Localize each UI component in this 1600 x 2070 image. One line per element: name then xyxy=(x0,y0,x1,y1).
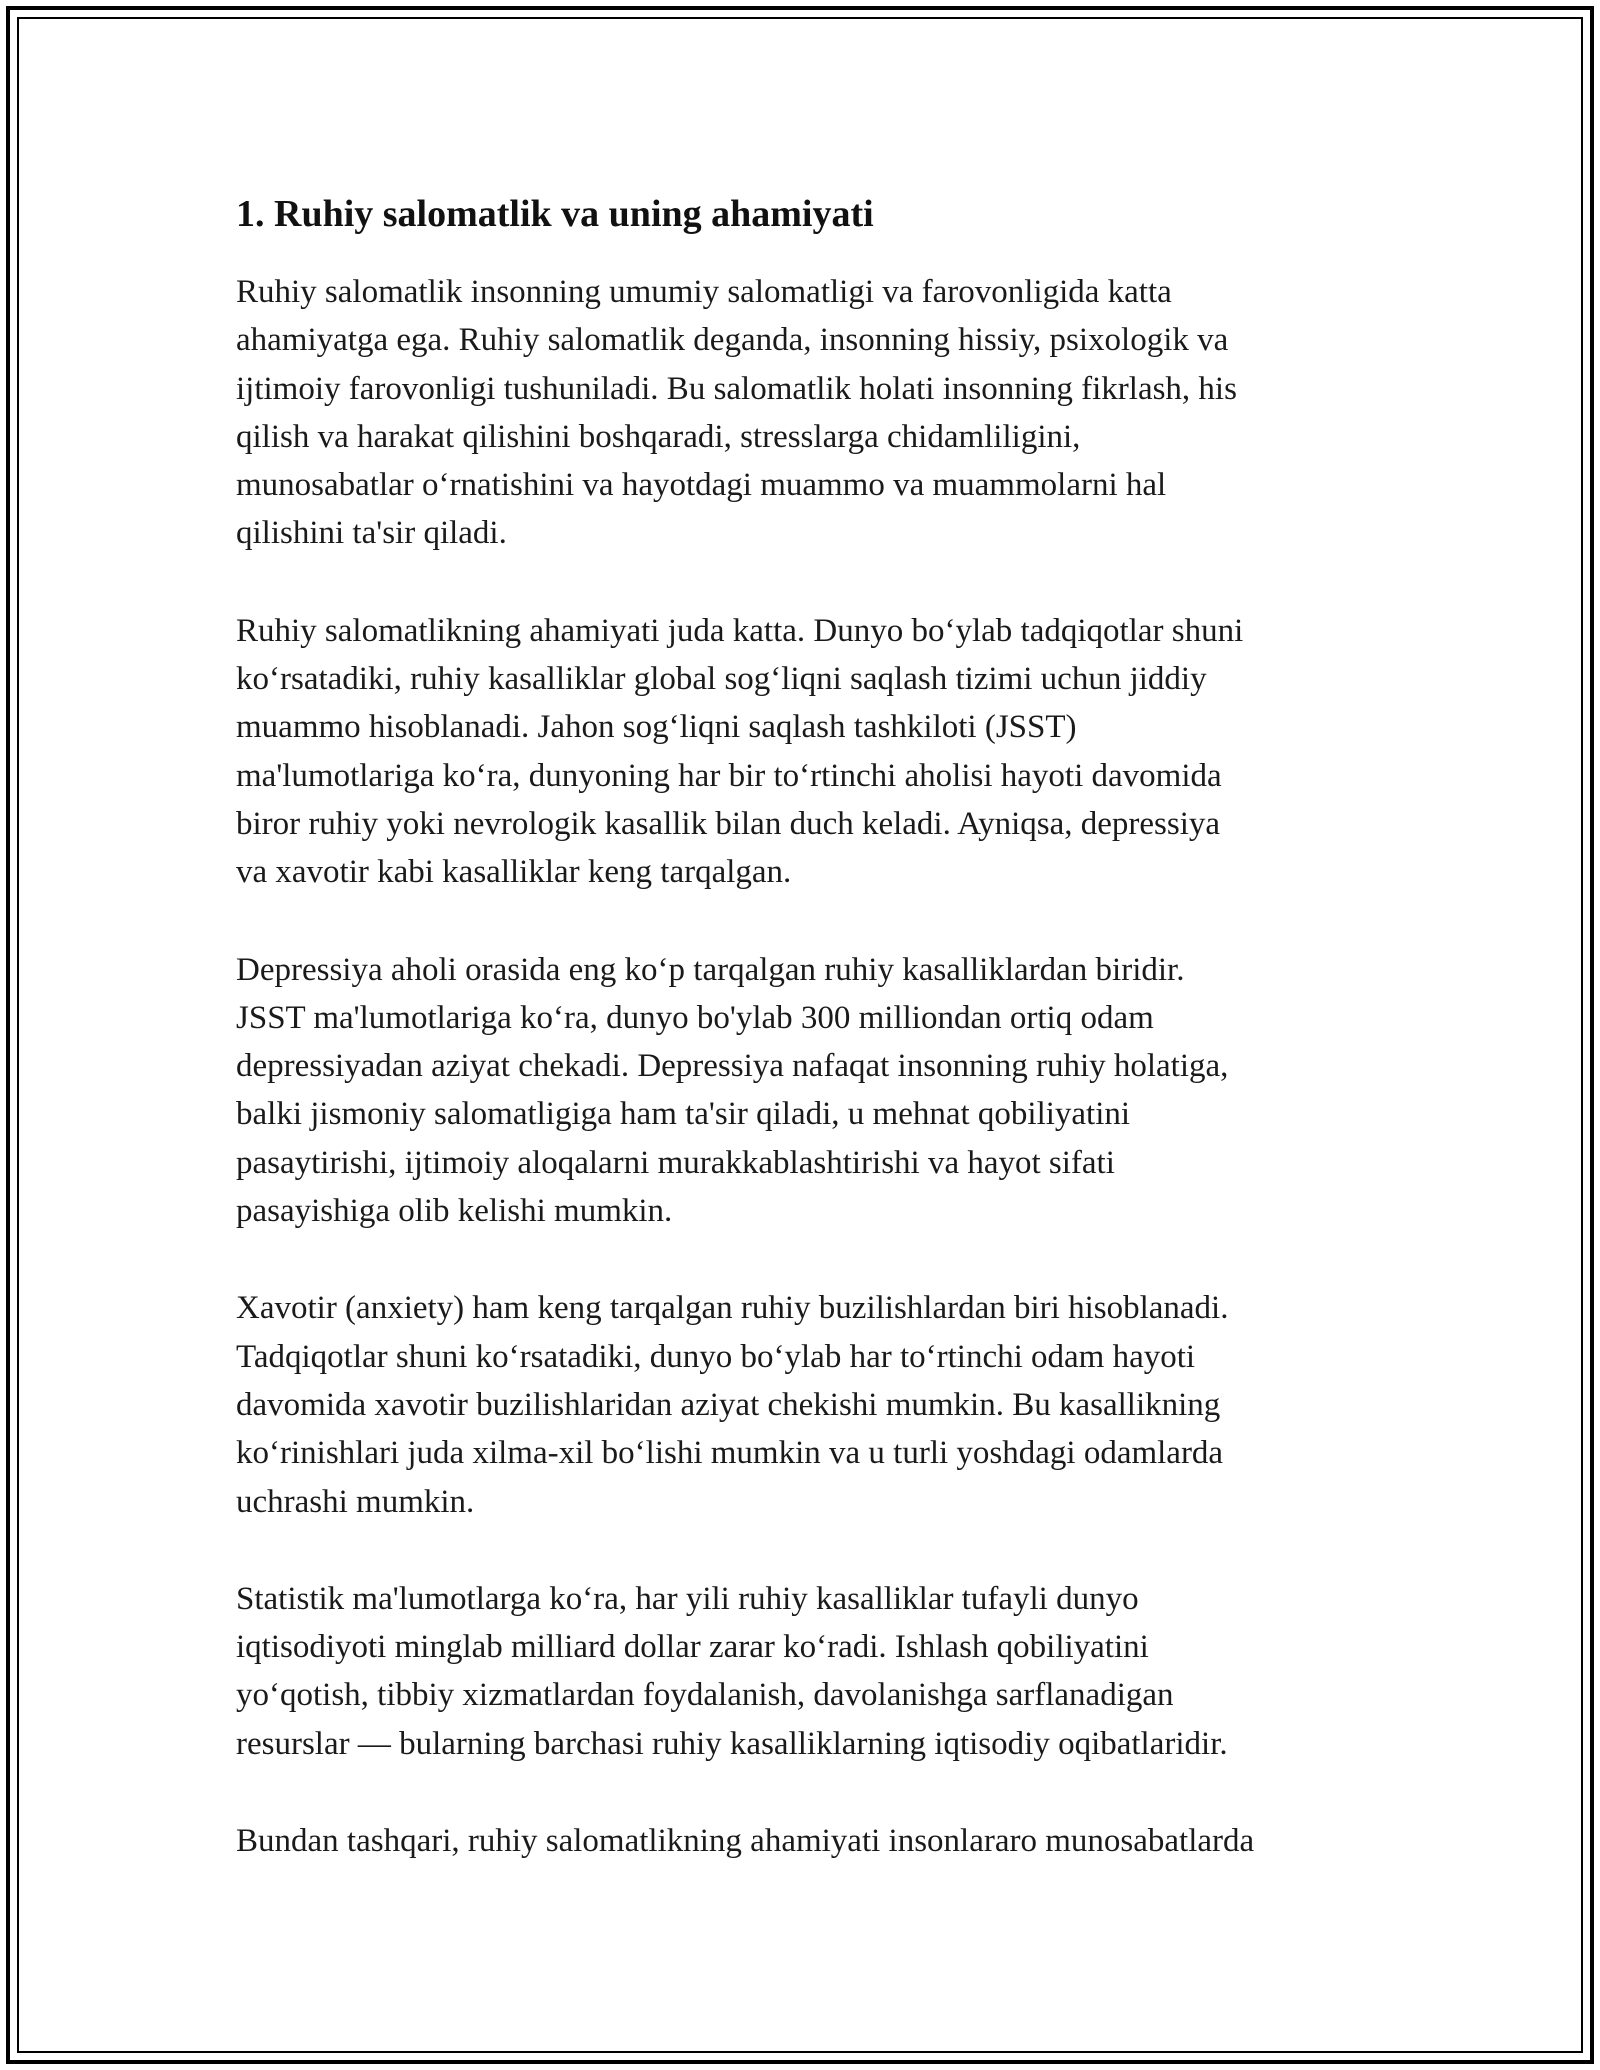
text-line: yoʻqotish, tibbiy xizmatlardan foydalanish, davolanishga sarflanadigan xyxy=(236,1677,1174,1714)
text-line: Tadqiqotlar shuni koʻrsatadiki, dunyo boʻylab har toʻrtinchi odam hayoti xyxy=(236,1338,1196,1375)
text-line: koʻrsatadiki, ruhiy kasalliklar global sogʻliqni saqlash tizimi uchun jiddiy xyxy=(236,661,1207,698)
text-line: balki jismoniy salomatligiga ham ta'sir qiladi, u mehnat qobiliyatini xyxy=(236,1096,1131,1133)
text-line: depressiyadan aziyat chekadi. Depressiya nafaqat insonning ruhiy holatiga, xyxy=(236,1048,1229,1085)
text-line: koʻrinishlari juda xilma-xil boʻlishi mumkin va u turli yoshdagi odamlarda xyxy=(236,1435,1224,1472)
document-body xyxy=(236,190,1386,1914)
text-line: resurslar — bularning barchasi ruhiy kasalliklarning iqtisodiy oqibatlaridir. xyxy=(236,1725,1228,1762)
text-line: qilishini ta'sir qiladi. xyxy=(236,515,507,552)
paragraph-depression xyxy=(236,946,1386,1236)
text-line: biror ruhiy yoki nevrologik kasallik bilan duch keladi. Ayniqsa, depressiya xyxy=(236,805,1221,842)
text-line: Statistik ma'lumotlarga koʻra, har yili ruhiy kasalliklar tufayli dunyo xyxy=(236,1580,1139,1617)
text-line: Depressiya aholi orasida eng koʻp tarqalgan ruhiy kasalliklardan biridir. xyxy=(236,951,1185,988)
text-line: ma'lumotlariga koʻra, dunyoning har bir toʻrtinchi aholisi hayoti davomida xyxy=(236,757,1222,794)
text-line: JSST ma'lumotlariga koʻra, dunyo bo'ylab 300 milliondan ortiq odam xyxy=(236,999,1154,1036)
text-line: pasaytirishi, ijtimoiy aloqalarni murakkablashtirishi va hayot sifati xyxy=(236,1144,1115,1181)
section-heading: 1. Ruhiy salomatlik va uning ahamiyati xyxy=(236,193,874,235)
text-line: va xavotir kabi kasalliklar keng tarqalgan. xyxy=(236,854,792,891)
text-line: iqtisodiyoti minglab milliard dollar zarar koʻradi. Ishlash qobiliyatini xyxy=(236,1629,1149,1666)
text-line: Ruhiy salomatlikning ahamiyati juda katta. Dunyo boʻylab tadqiqotlar shuni xyxy=(236,612,1244,649)
text-line: ijtimoiy farovonligi tushuniladi. Bu salomatlik holati insonning fikrlash, his xyxy=(236,370,1237,407)
paragraph-importance xyxy=(236,607,1386,897)
text-line: munosabatlar oʻrnatishini va hayotdagi muammo va muammolarni hal xyxy=(236,467,1167,504)
paragraph-economics xyxy=(236,1575,1386,1768)
text-line: ahamiyatga ega. Ruhiy salomatlik deganda, insonning hissiy, psixologik va xyxy=(236,322,1229,359)
text-line: uchrashi mumkin. xyxy=(236,1483,475,1520)
text-line: pasayishiga olib kelishi mumkin. xyxy=(236,1193,673,1230)
text-line: qilish va harakat qilishini boshqaradi, stresslarga chidamliligini, xyxy=(236,418,1081,455)
text-line: Ruhiy salomatlik insonning umumiy salomatligi va farovonligida katta xyxy=(236,274,1172,310)
text-line: davomida xavotir buzilishlaridan aziyat chekishi mumkin. Bu kasallikning xyxy=(236,1386,1221,1423)
text-line: muammo hisoblanadi. Jahon sogʻliqni saqlash tashkiloti (JSST) xyxy=(236,709,1077,746)
paragraph-intro xyxy=(236,268,1386,558)
paragraph-relationships xyxy=(236,1817,1386,1865)
paragraph-anxiety xyxy=(236,1284,1386,1525)
text-line: Xavotir (anxiety) ham keng tarqalgan ruhiy buzilishlardan biri hisoblanadi. xyxy=(236,1290,1229,1327)
text-line: Bundan tashqari, ruhiy salomatlikning ahamiyati insonlararo munosabatlarda xyxy=(236,1823,1255,1860)
